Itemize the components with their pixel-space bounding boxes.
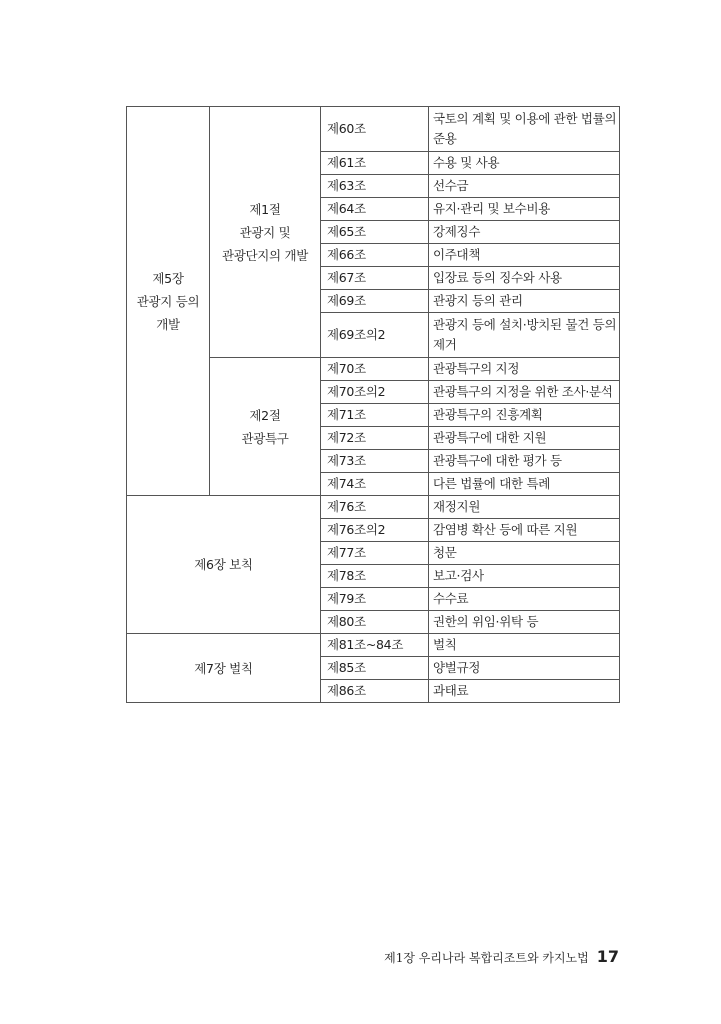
subject-cell: 보고·검사 — [429, 565, 620, 588]
subject-cell: 관광특구에 대한 평가 등 — [429, 450, 620, 473]
subject-cell: 관광지 등에 설치·방치된 물건 등의 제거 — [429, 313, 620, 358]
article-cell: 제85조 — [321, 657, 429, 680]
article-cell: 제74조 — [321, 473, 429, 496]
article-cell: 제60조 — [321, 107, 429, 152]
article-cell: 제86조 — [321, 680, 429, 703]
subject-cell: 관광지 등의 관리 — [429, 290, 620, 313]
article-cell: 제63조 — [321, 175, 429, 198]
article-cell: 제70조의2 — [321, 381, 429, 404]
subject-cell: 유지·관리 및 보수비용 — [429, 198, 620, 221]
subject-cell: 관광특구의 지정을 위한 조사·분석 — [429, 381, 620, 404]
article-cell: 제72조 — [321, 427, 429, 450]
subject-cell: 수수료 — [429, 588, 620, 611]
subject-cell: 국토의 계획 및 이용에 관한 법률의 준용 — [429, 107, 620, 152]
chapter-6-cell: 제6장 보칙 — [127, 496, 321, 634]
article-cell: 제69조 — [321, 290, 429, 313]
subject-cell: 이주대책 — [429, 244, 620, 267]
subject-cell: 과태료 — [429, 680, 620, 703]
subject-cell: 권한의 위임·위탁 등 — [429, 611, 620, 634]
page-footer — [384, 947, 619, 966]
article-cell: 제61조 — [321, 152, 429, 175]
article-cell: 제76조의2 — [321, 519, 429, 542]
article-cell: 제66조 — [321, 244, 429, 267]
subject-cell: 감염병 확산 등에 따른 지원 — [429, 519, 620, 542]
chapter-7-cell: 제7장 벌칙 — [127, 634, 321, 703]
subject-cell: 벌칙 — [429, 634, 620, 657]
article-cell: 제80조 — [321, 611, 429, 634]
page-number: 17 — [596, 947, 619, 966]
article-cell: 제81조~84조 — [321, 634, 429, 657]
table-row — [127, 496, 620, 519]
table-row — [127, 107, 620, 152]
article-cell: 제78조 — [321, 565, 429, 588]
chapter-5-cell — [127, 107, 210, 496]
section-label: 제2절 관광특구 — [241, 407, 289, 446]
table-row — [127, 634, 620, 657]
subject-cell: 관광특구의 지정 — [429, 358, 620, 381]
running-title: 제1장 우리나라 복합리조트와 카지노법 — [384, 951, 589, 965]
article-cell: 제71조 — [321, 404, 429, 427]
law-article-table — [126, 106, 620, 703]
subject-cell: 선수금 — [429, 175, 620, 198]
subject-cell: 재정지원 — [429, 496, 620, 519]
subject-cell: 관광특구에 대한 지원 — [429, 427, 620, 450]
subject-cell: 관광특구의 진흥계획 — [429, 404, 620, 427]
article-cell: 제64조 — [321, 198, 429, 221]
article-cell: 제77조 — [321, 542, 429, 565]
article-cell: 제69조의2 — [321, 313, 429, 358]
article-cell: 제79조 — [321, 588, 429, 611]
subject-cell: 양벌규정 — [429, 657, 620, 680]
subject-cell: 수용 및 사용 — [429, 152, 620, 175]
chapter-label: 제5장 관광지 등의 개발 — [136, 270, 200, 332]
subject-cell: 다른 법률에 대한 특례 — [429, 473, 620, 496]
article-cell: 제76조 — [321, 496, 429, 519]
subject-cell: 입장료 등의 징수와 사용 — [429, 267, 620, 290]
article-cell: 제70조 — [321, 358, 429, 381]
article-cell: 제65조 — [321, 221, 429, 244]
section-2-cell — [210, 358, 321, 496]
section-label: 제1절 관광지 및 관광단지의 개발 — [221, 201, 309, 263]
subject-cell: 청문 — [429, 542, 620, 565]
subject-cell: 강제징수 — [429, 221, 620, 244]
article-cell: 제67조 — [321, 267, 429, 290]
section-1-cell — [210, 107, 321, 358]
article-cell: 제73조 — [321, 450, 429, 473]
